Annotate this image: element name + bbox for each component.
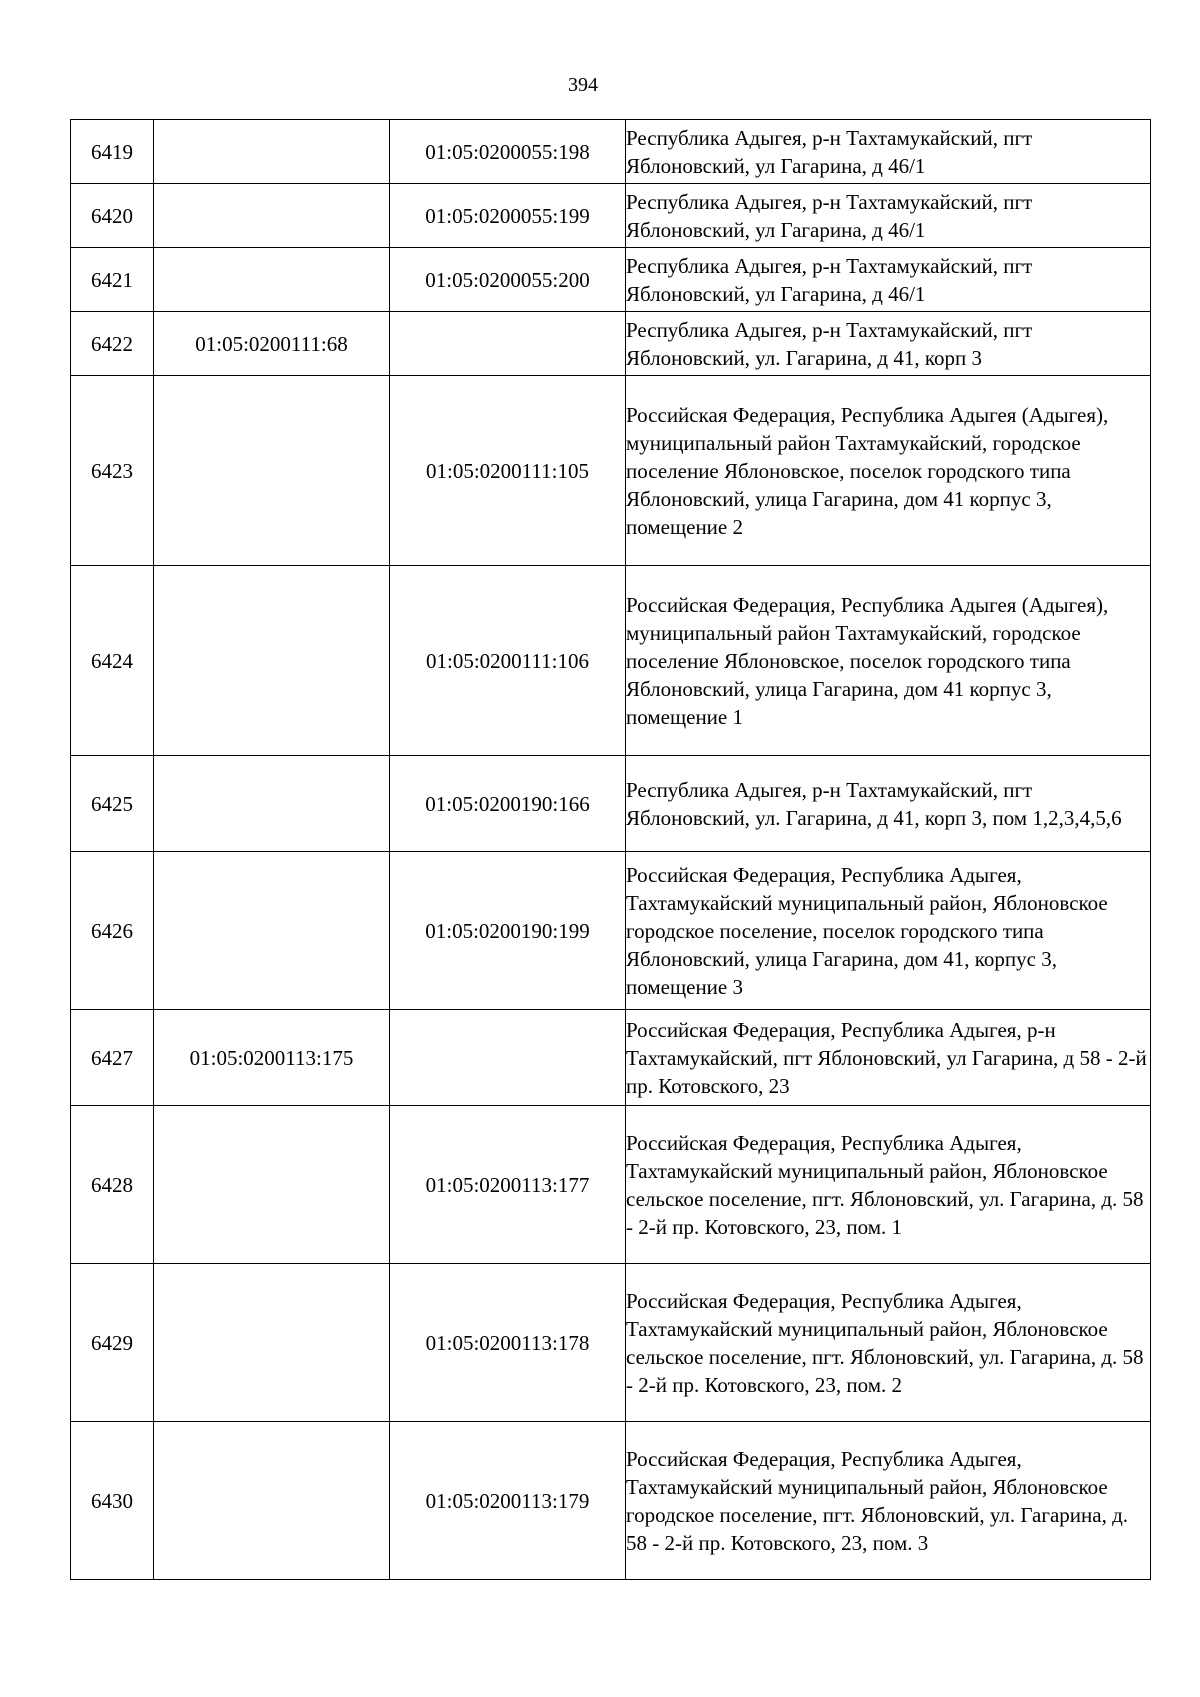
- table-row: [71, 248, 1151, 312]
- address: Республика Адыгея, р-н Тахтамукайский, пгт Яблоновский, ул Гагарина, д 46/1: [626, 120, 1151, 184]
- address: Республика Адыгея, р-н Тахтамукайский, пгт Яблоновский, ул Гагарина, д 46/1: [626, 184, 1151, 248]
- row-number: 6425: [71, 756, 154, 852]
- row-number: 6421: [71, 248, 154, 312]
- cadastral-parcel: [154, 1264, 390, 1422]
- table-row: [71, 312, 1151, 376]
- cadastral-object: 01:05:0200055:198: [390, 120, 626, 184]
- cadastral-parcel: [154, 1422, 390, 1580]
- cadastral-object: 01:05:0200111:106: [390, 566, 626, 756]
- cadastral-parcel: [154, 184, 390, 248]
- table-row: [71, 1422, 1151, 1580]
- address: Республика Адыгея, р-н Тахтамукайский, пгт Яблоновский, ул Гагарина, д 46/1: [626, 248, 1151, 312]
- cadastral-parcel: 01:05:0200111:68: [154, 312, 390, 376]
- row-number: 6424: [71, 566, 154, 756]
- table-row: [71, 852, 1151, 1010]
- cadastral-object: 01:05:0200055:199: [390, 184, 626, 248]
- page-number: 394: [568, 74, 598, 96]
- address: Российская Федерация, Республика Адыгея, Тахтамукайский муниципальный район, Яблоновское сельское поселение, пгт. Яблоновский, ул. Гагарина, д. 58 - 2-й пр. Котовского, 23, пом. 1: [626, 1106, 1151, 1264]
- address: Российская Федерация, Республика Адыгея, Тахтамукайский муниципальный район, Яблоновское городское поселение, пгт. Яблоновский, ул. Гагарина, д. 58 - 2-й пр. Котовского, 23, пом. 3: [626, 1422, 1151, 1580]
- table-row: [71, 120, 1151, 184]
- address: Российская Федерация, Республика Адыгея (Адыгея), муниципальный район Тахтамукайский, городское поселение Яблоновское, поселок городского типа Яблоновский, улица Гагарина, дом 41 корпус 3, помещение 2: [626, 376, 1151, 566]
- address: Российская Федерация, Республика Адыгея (Адыгея), муниципальный район Тахтамукайский, городское поселение Яблоновское, поселок городского типа Яблоновский, улица Гагарина, дом 41 корпус 3, помещение 1: [626, 566, 1151, 756]
- cadastral-object: 01:05:0200113:178: [390, 1264, 626, 1422]
- row-number: 6426: [71, 852, 154, 1010]
- cadastral-object: 01:05:0200190:199: [390, 852, 626, 1010]
- address: Республика Адыгея, р-н Тахтамукайский, пгт Яблоновский, ул. Гагарина, д 41, корп 3, пом 1,2,3,4,5,6: [626, 756, 1151, 852]
- address: Российская Федерация, Республика Адыгея, Тахтамукайский муниципальный район, Яблоновское городское поселение, поселок городского типа Яблоновский, улица Гагарина, дом 41, корпус 3, помещение 3: [626, 852, 1151, 1010]
- cadastral-parcel: 01:05:0200113:175: [154, 1010, 390, 1106]
- row-number: 6429: [71, 1264, 154, 1422]
- row-number: 6427: [71, 1010, 154, 1106]
- row-number: 6419: [71, 120, 154, 184]
- address: Российская Федерация, Республика Адыгея, р-н Тахтамукайский, пгт Яблоновский, ул Гагарина, д 58 - 2-й пр. Котовского, 23: [626, 1010, 1151, 1106]
- cadastral-parcel: [154, 852, 390, 1010]
- row-number: 6430: [71, 1422, 154, 1580]
- table-row: [71, 756, 1151, 852]
- table-row: [71, 1264, 1151, 1422]
- cadastral-object: 01:05:0200190:166: [390, 756, 626, 852]
- cadastral-parcel: [154, 248, 390, 312]
- cadastral-parcel: [154, 376, 390, 566]
- cadastral-parcel: [154, 756, 390, 852]
- cadastral-object: [390, 312, 626, 376]
- cadastral-parcel: [154, 120, 390, 184]
- registry-table: [70, 119, 1151, 1580]
- table-row: [71, 1106, 1151, 1264]
- row-number: 6422: [71, 312, 154, 376]
- cadastral-object: [390, 1010, 626, 1106]
- table-row: [71, 184, 1151, 248]
- table-row: [71, 566, 1151, 756]
- row-number: 6428: [71, 1106, 154, 1264]
- cadastral-object: 01:05:0200055:200: [390, 248, 626, 312]
- cadastral-parcel: [154, 1106, 390, 1264]
- table-row: [71, 1010, 1151, 1106]
- cadastral-object: 01:05:0200111:105: [390, 376, 626, 566]
- address: Республика Адыгея, р-н Тахтамукайский, пгт Яблоновский, ул. Гагарина, д 41, корп 3: [626, 312, 1151, 376]
- cadastral-parcel: [154, 566, 390, 756]
- address: Российская Федерация, Республика Адыгея, Тахтамукайский муниципальный район, Яблоновское сельское поселение, пгт. Яблоновский, ул. Гагарина, д. 58 - 2-й пр. Котовского, 23, пом. 2: [626, 1264, 1151, 1422]
- cadastral-object: 01:05:0200113:179: [390, 1422, 626, 1580]
- table-row: [71, 376, 1151, 566]
- row-number: 6423: [71, 376, 154, 566]
- row-number: 6420: [71, 184, 154, 248]
- cadastral-object: 01:05:0200113:177: [390, 1106, 626, 1264]
